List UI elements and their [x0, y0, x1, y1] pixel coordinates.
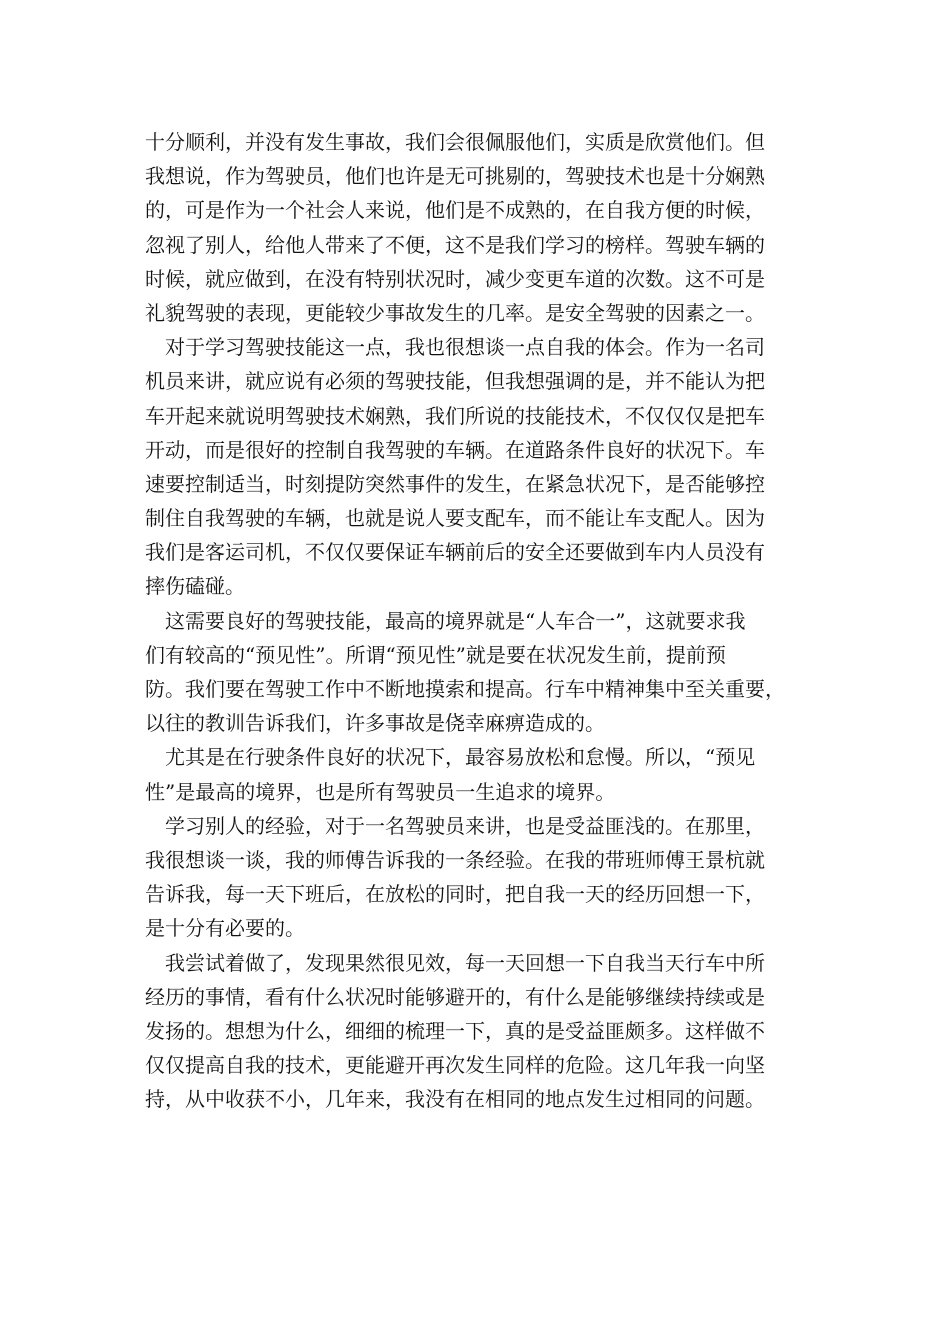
body-text	[145, 125, 800, 1116]
text-line: 对于学习驾驶技能这一点，我也很想谈一点自我的体会。作为一名司	[145, 335, 765, 360]
text-line: 持，从中收获不小，几年来，我没有在相同的地点发生过相同的问题。	[145, 1087, 765, 1112]
text-line: 开动，而是很好的控制自我驾驶的车辆。在道路条件良好的状况下。车	[145, 437, 765, 462]
text-line: 尤其是在行驶条件良好的状况下，最容易放松和怠慢。所以，“预见	[145, 745, 756, 770]
text-line: 以往的教训告诉我们，许多事故是侥幸麻痹造成的。	[145, 711, 605, 736]
text-line: 摔伤磕碰。	[145, 574, 245, 599]
text-line: 防。我们要在驾驶工作中不断地摸索和提高。行车中精神集中至关重要，	[145, 677, 785, 701]
text-line: 的，可是作为一个社会人来说，他们是不成熟的，在自我方便的时候，	[145, 198, 765, 223]
text-line: 我尝试着做了，发现果然很见效，每一天回想一下自我当天行车中所	[145, 950, 765, 975]
text-line: 我很想谈一谈，我的师傅告诉我的一条经验。在我的带班师傅王景杭就	[145, 847, 765, 872]
text-line: 我们是客运司机，不仅仅要保证车辆前后的安全还要做到车内人员没有	[145, 540, 765, 565]
text-line: 学习别人的经验，对于一名驾驶员来讲，也是受益匪浅的。在那里，	[145, 813, 765, 838]
text-line: 性”是最高的境界，也是所有驾驶员一生追求的境界。	[145, 779, 616, 804]
text-line: 礼貌驾驶的表现，更能较少事故发生的几率。是安全驾驶的因素之一。	[145, 300, 765, 325]
text-line: 十分顺利，并没有发生事故，我们会很佩服他们，实质是欣赏他们。但	[145, 130, 765, 154]
text-line: 告诉我，每一天下班后，在放松的同时，把自我一天的经历回想一下，	[145, 882, 765, 907]
text-line: 我想说，作为驾驶员，他们也许是无可挑剔的，驾驶技术也是十分娴熟	[145, 164, 765, 189]
text-line: 速要控制适当，时刻提防突然事件的发生，在紧急状况下，是否能够控	[145, 471, 765, 496]
text-line: 时候，就应做到，在没有特别状况时，减少变更车道的次数。这不可是	[145, 266, 765, 291]
text-line: 机员来讲，就应说有必须的驾驶技能，但我想强调的是，并不能认为把	[145, 369, 765, 394]
text-line: 忽视了别人，给他人带来了不便，这不是我们学习的榜样。驾驶车辆的	[145, 232, 765, 257]
text-line: 制住自我驾驶的车辆，也就是说人要支配车，而不能让车支配人。因为	[145, 506, 765, 531]
text-line: 是十分有必要的。	[145, 916, 305, 941]
text-line: 车开起来就说明驾驶技术娴熟，我们所说的技能技术，不仅仅仅是把车	[145, 403, 765, 428]
text-line: 们有较高的“预见性”。所谓“预见性”就是要在状况发生前，提前预	[145, 642, 726, 667]
text-line: 经历的事情，看有什么状况时能够避开的，有什么是能够继续持续或是	[145, 984, 765, 1009]
text-line: 这需要良好的驾驶技能，最高的境界就是“人车合一”，这就要求我	[145, 608, 746, 633]
text-line: 仅仅提高自我的技术，更能避开再次发生同样的危险。这几年我一向坚	[145, 1053, 765, 1078]
text-line: 发扬的。想想为什么，细细的梳理一下，真的是受益匪颇多。这样做不	[145, 1018, 765, 1043]
